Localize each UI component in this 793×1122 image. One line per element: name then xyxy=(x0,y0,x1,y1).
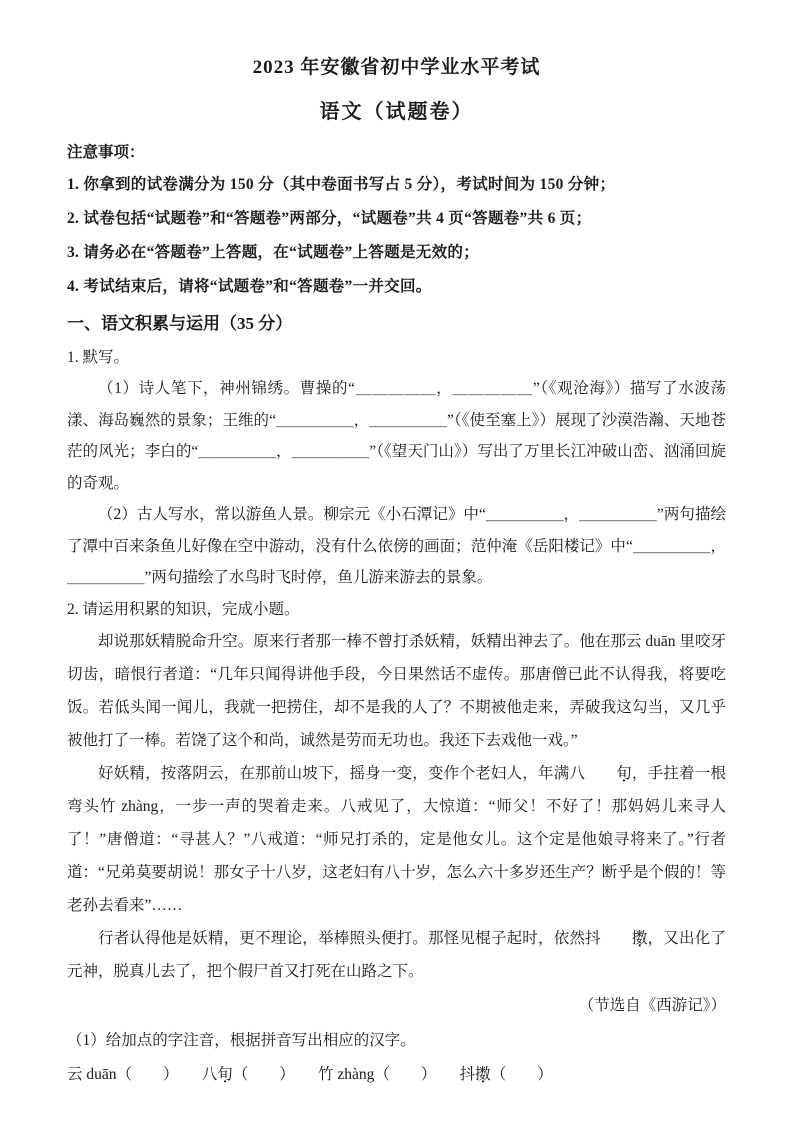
emphasized-char: 旬 xyxy=(217,1065,233,1083)
text-segment: ，又出化了元神，脱真儿去了，把个假尸首又打死在山路之下。 xyxy=(67,929,726,980)
pinyin-answer-row xyxy=(67,1058,726,1092)
question-2-block xyxy=(67,594,726,1092)
emphasized-char: 擞 xyxy=(631,929,648,947)
subquestion-1-label: （1）给加点的字注音，根据拼音写出相应的汉字。 xyxy=(67,1031,416,1049)
exam-title: 2023 年安徽省初中学业水平考试 xyxy=(252,57,541,78)
text-segment: （ ） xyxy=(490,1065,553,1083)
passage-paragraph-3 xyxy=(67,922,726,988)
text-segment: ，手拄着一根弯头竹 zhàng，一步一声的哭着走来。八戒见了，大惊道：“师父！不好了！那妈妈儿来寻人了！”唐僧道：“寻甚人？”八戒道：“师兄打杀的，定是他女儿。这个定是他娘寻将来了。”行者道：“兄弟莫要胡说！那女子十八岁，这老妇有八十岁，怎么六十多岁还生产？断乎是个假的！等老孙去看来”…… xyxy=(67,764,726,914)
text-segment: 云 duān（ ） 八 xyxy=(67,1065,218,1083)
passage-source-attribution: （节选自《西游记》） xyxy=(578,996,726,1014)
notice-block xyxy=(67,138,726,304)
exam-subtitle: 语文（试题卷） xyxy=(319,101,474,123)
notice-item-2: 2. 试卷包括“试题卷”和“答题卷”两部分，“试题卷”共 4 页“答题卷”共 6 页； xyxy=(67,210,592,227)
notice-item-1: 1. 你拿到的试卷满分为 150 分（其中卷面书写占 5 分），考试时间为 150 分钟； xyxy=(67,176,616,193)
emphasized-char: 旬 xyxy=(616,764,632,782)
passage-paragraph-1: 却说那妖精脱命升空。原来行者那一棒不曾打杀妖精，妖精出神去了。他在那云 duān 里咬牙切齿，暗恨行者道：“几年只闻得讲他手段，今日果然话不虚传。那唐僧已此不认得我，将要吃饭。若低头闻一闻儿，我就一把捞住，却不是我的人了？不期被他走来，弄破我这勾当，又几乎被他打了一棒。若饶了这个和尚，诚然是劳而无功也。我还下去戏他一戏。” xyxy=(67,632,726,749)
text-segment: 行者认得他是妖精，更不理论，举棒照头便打。那怪见棍子起时，依然抖 xyxy=(98,929,601,947)
notice-heading: 注意事项： xyxy=(67,144,145,161)
dictation-paragraph-1: （1）诗人笔下，神州锦绣。曹操的“＿＿＿＿＿，＿＿＿＿＿”（《观沧海》）描写了水波荡漾、海岛巍然的景象；王维的“＿＿＿＿＿，＿＿＿＿＿”（《使至塞上》）展现了沙漠浩瀚、天地苍茫的风光；李白的“＿＿＿＿＿，＿＿＿＿＿”（《望天门山》）写出了万里长江冲破山峦、汹涌回旋的奇观。 xyxy=(67,380,726,492)
passage-paragraph-2 xyxy=(67,757,726,922)
notice-item-3: 3. 请务必在“答题卷”上答题，在“试题卷”上答题是无效的； xyxy=(67,244,480,261)
question-1-label: 1. 默写。 xyxy=(67,349,130,366)
notice-item-4: 4. 考试结束后，请将“试题卷”和“答题卷”一并交回。 xyxy=(67,278,432,295)
question-2-label: 2. 请运用积累的知识，完成小题。 xyxy=(67,600,300,618)
dictation-paragraph-2: （2）古人写水，常以游鱼人景。柳宗元《小石潭记》中“＿＿＿＿＿，＿＿＿＿＿”两句描绘了潭中百来条鱼儿好像在空中游动，没有什么依傍的画面；范仲淹《岳阳楼记》中“＿＿＿＿＿，＿＿＿＿＿”两句描绘了水鸟时飞时停，鱼儿游来游去的景象。 xyxy=(67,506,726,586)
section-1-heading: 一、语文积累与运用（35 分） xyxy=(67,314,293,333)
question-1-block xyxy=(67,342,726,594)
emphasized-char: 擞 xyxy=(475,1065,491,1083)
text-segment: 好妖精，按落阴云，在那前山坡下，摇身一变，变作个老妇人，年满八 xyxy=(98,764,586,782)
text-segment: （ ） 竹 zhàng（ ） 抖 xyxy=(232,1065,476,1083)
